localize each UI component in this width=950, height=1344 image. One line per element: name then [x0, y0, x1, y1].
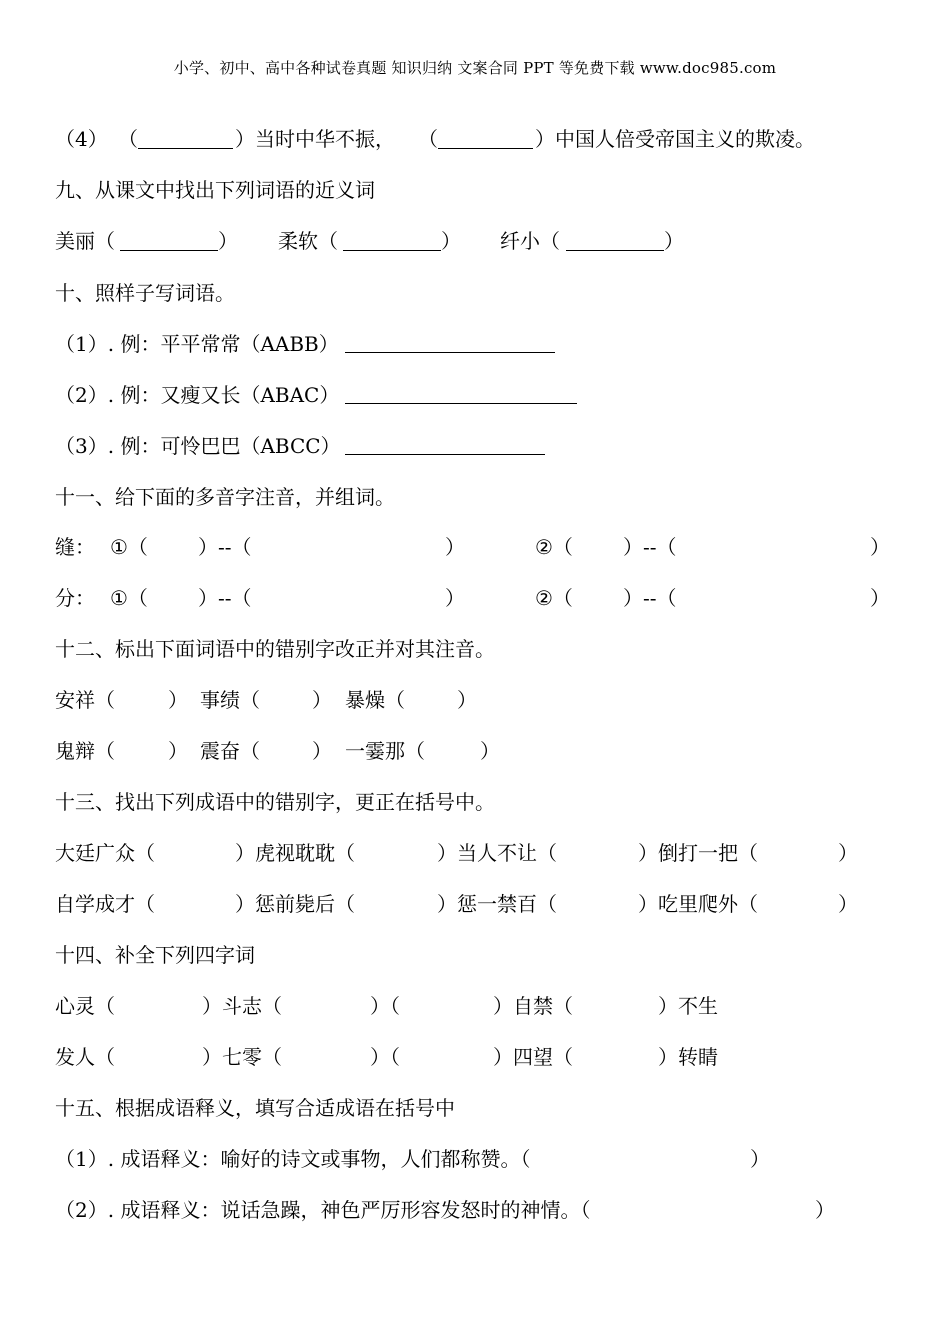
paren-close: ）	[218, 229, 238, 253]
answer-blank[interactable]	[343, 250, 441, 251]
answer-line[interactable]	[345, 454, 545, 455]
q9-word: 纤小（	[500, 229, 560, 253]
paren-close: ）	[870, 535, 890, 559]
answer-blank[interactable]	[566, 250, 664, 251]
word-item: 震奋（	[200, 739, 260, 763]
word-open: ）--（	[623, 586, 677, 610]
four-char-item: ）四望（	[493, 1045, 573, 1069]
four-char-item: ）转睛	[658, 1045, 718, 1069]
q13-title: 十三、找出下列成语中的错别字，更正在括号中。	[55, 790, 495, 814]
word-item: 事绩（	[200, 688, 260, 712]
paren-close: ）	[312, 688, 332, 712]
idiom-definition: （2）. 成语释义：说话急躁，神色严厉形容发怒时的神情。（	[55, 1198, 591, 1222]
sentence-text: ）当时中华不振，	[235, 127, 395, 151]
polyphone-char: 分：	[55, 586, 95, 610]
paren-close: ）	[168, 739, 188, 763]
pinyin-open: ①（	[110, 586, 148, 610]
paren-close: ）	[838, 841, 858, 865]
polyphone-char: 缝：	[55, 535, 95, 559]
answer-blank[interactable]	[438, 148, 533, 149]
q9-word: 美丽（	[55, 229, 115, 253]
word-item: 安祥（	[55, 688, 115, 712]
item-number: （4）	[55, 127, 108, 151]
four-char-item: ）（	[370, 994, 400, 1018]
paren-close: ）	[445, 535, 465, 559]
q11-title: 十一、给下面的多音字注音，并组词。	[55, 485, 395, 509]
q10-item-3: （3）. 例：可怜巴巴（ABCC）	[55, 434, 341, 458]
idiom-definition: （1）. 成语释义：喻好的诗文或事物，人们都称赞。（	[55, 1147, 531, 1171]
four-char-item: ）七零（	[202, 1045, 282, 1069]
idiom-item: ）倒打一把（	[638, 841, 758, 865]
paren-close: ）	[480, 739, 500, 763]
word-item: 一霎那（	[345, 739, 425, 763]
pinyin-open: ②（	[535, 535, 573, 559]
idiom-item: ）虎视耽耽（	[235, 841, 355, 865]
paren-open: （	[118, 127, 138, 151]
word-open: ）--（	[198, 535, 252, 559]
sentence-text: ）中国人倍受帝国主义的欺凌。	[535, 127, 815, 151]
pinyin-open: ②（	[535, 586, 573, 610]
paren-close: ）	[750, 1147, 770, 1171]
q9-word: 柔软（	[278, 229, 338, 253]
q10-item-2: （2）. 例：又瘦又长（ABAC）	[55, 383, 340, 407]
four-char-item: ）不生	[658, 994, 718, 1018]
word-item: 暴燥（	[345, 688, 405, 712]
q9-title: 九、从课文中找出下列词语的近义词	[55, 178, 375, 202]
paren-close: ）	[664, 229, 684, 253]
four-char-item: ）斗志（	[202, 994, 282, 1018]
idiom-item: 大廷广众（	[55, 841, 155, 865]
idiom-item: ）惩前毙后（	[235, 892, 355, 916]
idiom-item: ）当人不让（	[437, 841, 557, 865]
paren-close: ）	[457, 688, 477, 712]
idiom-item: ）吃里爬外（	[638, 892, 758, 916]
answer-blank[interactable]	[120, 250, 218, 251]
answer-line[interactable]	[345, 403, 577, 404]
four-char-item: 心灵（	[55, 994, 115, 1018]
answer-line[interactable]	[345, 352, 555, 353]
paren-close: ）	[168, 688, 188, 712]
q12-title: 十二、标出下面词语中的错别字改正并对其注音。	[55, 637, 495, 661]
answer-blank[interactable]	[138, 148, 233, 149]
q10-title: 十、照样子写词语。	[55, 281, 235, 305]
paren-close: ）	[838, 892, 858, 916]
paren-close: ）	[815, 1198, 835, 1222]
idiom-item: ）惩一禁百（	[437, 892, 557, 916]
four-char-item: 发人（	[55, 1045, 115, 1069]
word-open: ）--（	[198, 586, 252, 610]
paren-close: ）	[312, 739, 332, 763]
four-char-item: ）（	[370, 1045, 400, 1069]
q10-item-1: （1）. 例：平平常常（AABB）	[55, 332, 339, 356]
paren-close: ）	[441, 229, 461, 253]
paren-close: ）	[870, 586, 890, 610]
word-item: 鬼辩（	[55, 739, 115, 763]
four-char-item: ）自禁（	[493, 994, 573, 1018]
q15-title: 十五、根据成语释义，填写合适成语在括号中	[55, 1096, 455, 1120]
pinyin-open: ①（	[110, 535, 148, 559]
idiom-item: 自学成才（	[55, 892, 155, 916]
paren-close: ）	[445, 586, 465, 610]
q14-title: 十四、补全下列四字词	[55, 943, 255, 967]
page-header: 小学、初中、高中各种试卷真题 知识归纳 文案合同 PPT 等免费下载 www.doc985.com	[173, 59, 777, 77]
word-open: ）--（	[623, 535, 677, 559]
paren-open: （	[418, 127, 438, 151]
